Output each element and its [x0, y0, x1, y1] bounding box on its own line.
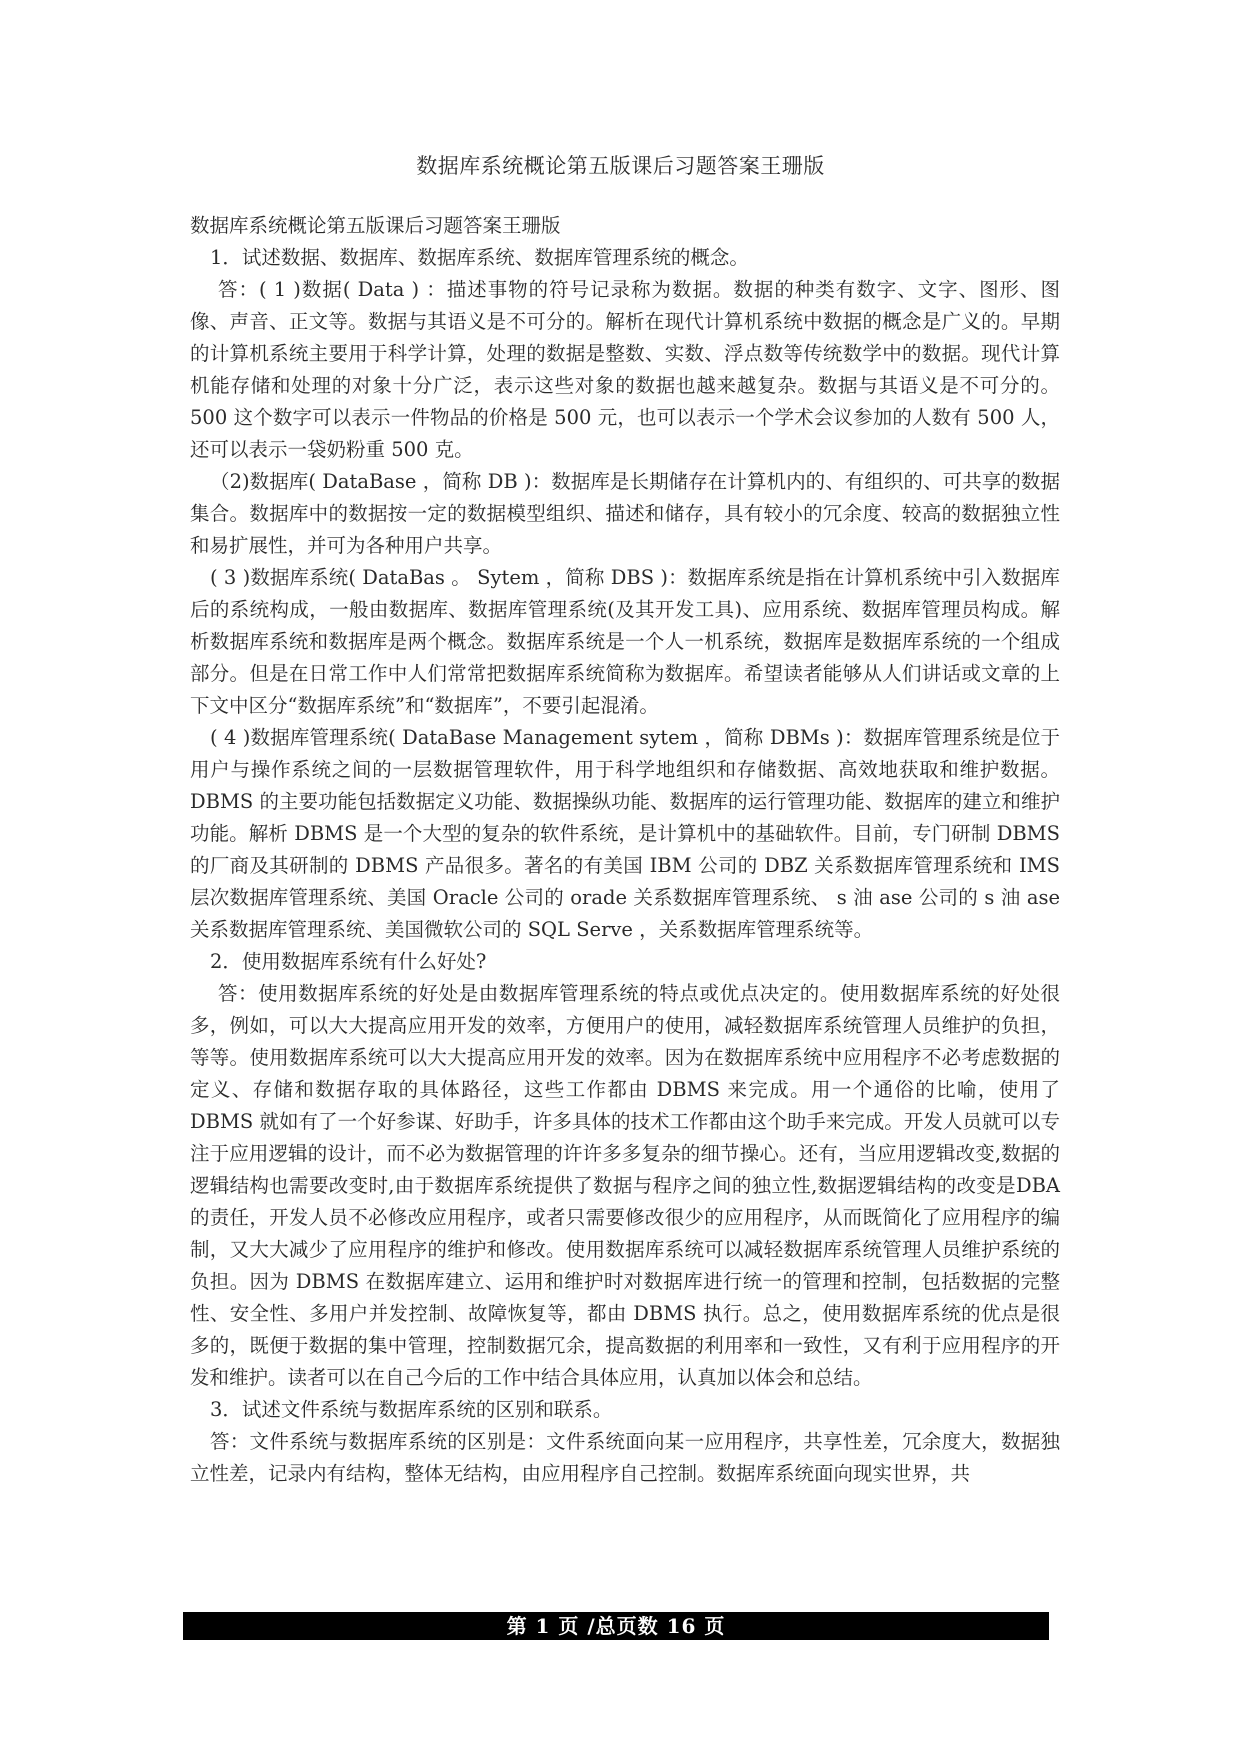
question-2: 2．使用数据库系统有什么好处?: [210, 950, 487, 973]
question-1: 1．试述数据、数据库、数据库系统、数据库管理系统的概念。: [210, 246, 749, 269]
answer-2: 答：使用数据库系统的好处是由数据库管理系统的特点或优点决定的。使用数据库系统的好处很多，例如，可以大大提高应用开发的效率，方便用户的使用，减轻数据库系统管理人员维护的负担，等等。使用数据库系统可以大大提高应用开发的效率。因为在数据库系统中应用程序不必考虑数据的定义、存储和数据存取的具体路径，这些工作都由 DBMS 来完成。用一个通俗的比喻，使用了 DBMS 就如有了一个好参谋、好助手，许多具体的技术工作都由这个助手来完成。开发人员就可以专注于应用逻辑的设计，而不必为数据管理的许许多多复杂的细节操心。还有，当应用逻辑改变,数据的逻辑结构也需要改变时,由于数据库系统提供了数据与程序之间的独立性,数据逻辑结构的改变是DBA的责任，开发人员不必修改应用程序，或者只需要修改很少的应用程序，从而既简化了应用程序的编制，又大大减少了应用程序的维护和修改。使用数据库系统可以减轻数据库系统管理人员维护系统的负担。因为 DBMS 在数据库建立、运用和维护时对数据库进行统一的管理和控制，包括数据的完整性、安全性、多用户并发控制、故障恢复等，都由 DBMS 执行。总之，使用数据库系统的优点是很多的，既便于数据的集中管理，控制数据冗余，提高数据的利用率和一致性，又有利于应用程序的开发和维护。读者可以在自己今后的工作中结合具体应用，认真加以体会和总结。: [190, 982, 1060, 1389]
answer-1-database: （2)数据库( DataBase ，简称 DB )：数据库是长期储存在计算机内的、有组织的、可共享的数据集合。数据库中的数据按一定的数据模型组织、描述和储存，具有较小的冗余度、较高的数据独立性和易扩展性，并可为各种用户共享。: [190, 470, 1060, 557]
answer-1-data: 答：( 1 )数据( Data ) ：描述事物的符号记录称为数据。数据的种类有数字、文字、图形、图像、声音、正文等。数据与其语义是不可分的。解析在现代计算机系统中数据的概念是广义的。早期的计算机系统主要用于科学计算，处理的数据是整数、实数、浮点数等传统数学中的数据。现代计算机能存储和处理的对象十分广泛，表示这些对象的数据也越来越复杂。数据与其语义是不可分的。 500 这个数字可以表示一件物品的价格是 500 元，也可以表示一个学术会议参加的人数有 500 人，还可以表示一袋奶粉重 500 克。: [190, 278, 1060, 461]
document-subtitle: 数据库系统概论第五版课后习题答案王珊版: [190, 214, 561, 237]
answer-3: 答：文件系统与数据库系统的区别是：文件系统面向某一应用程序，共享性差，冗余度大，数据独立性差，记录内有结构，整体无结构，由应用程序自己控制。数据库系统面向现实世界，共: [190, 1430, 1060, 1485]
answer-1-dbms: ( 4 )数据库管理系统( DataBase Management sytem ，简称 DBMs )：数据库管理系统是位于用户与操作系统之间的一层数据管理软件，用于科学地组织和存储数据、高效地获取和维护数据。 DBMS 的主要功能包括数据定义功能、数据操纵功能、数据库的运行管理功能、数据库的建立和维护功能。解析 DBMS 是一个大型的复杂的软件系统，是计算机中的基础软件。目前，专门研制 DBMS 的厂商及其研制的 DBMS 产品很多。著名的有美国 IBM 公司的 DBZ 关系数据库管理系统和 IMS 层次数据库管理系统、美国 Oracle 公司的 orade 关系数据库管理系统、 s 油 ase 公司的 s 油 ase 关系数据库管理系统、美国微软公司的 SQL Serve ，关系数据库管理系统等。: [190, 726, 1060, 941]
question-3: 3．试述文件系统与数据库系统的区别和联系。: [210, 1398, 613, 1421]
answer-1-dbs: ( 3 )数据库系统( DataBas 。 Sytem ，简称 DBS )：数据库系统是指在计算机系统中引入数据库后的系统构成，一般由数据库、数据库管理系统(及其开发工具)、应用系统、数据库管理员构成。解析数据库系统和数据库是两个概念。数据库系统是一个人一机系统，数据库是数据库系统的一个组成部分。但是在日常工作中人们常常把数据库系统简称为数据库。希望读者能够从人们讲话或文章的上下文中区分“数据库系统”和“数据库”，不要引起混淆。: [190, 566, 1060, 717]
document-body: [190, 210, 1060, 1490]
page-footer: 第 1 页 /总页数 16 页: [183, 1612, 1049, 1640]
page-title: 数据库系统概论第五版课后习题答案王珊版: [416, 154, 825, 178]
